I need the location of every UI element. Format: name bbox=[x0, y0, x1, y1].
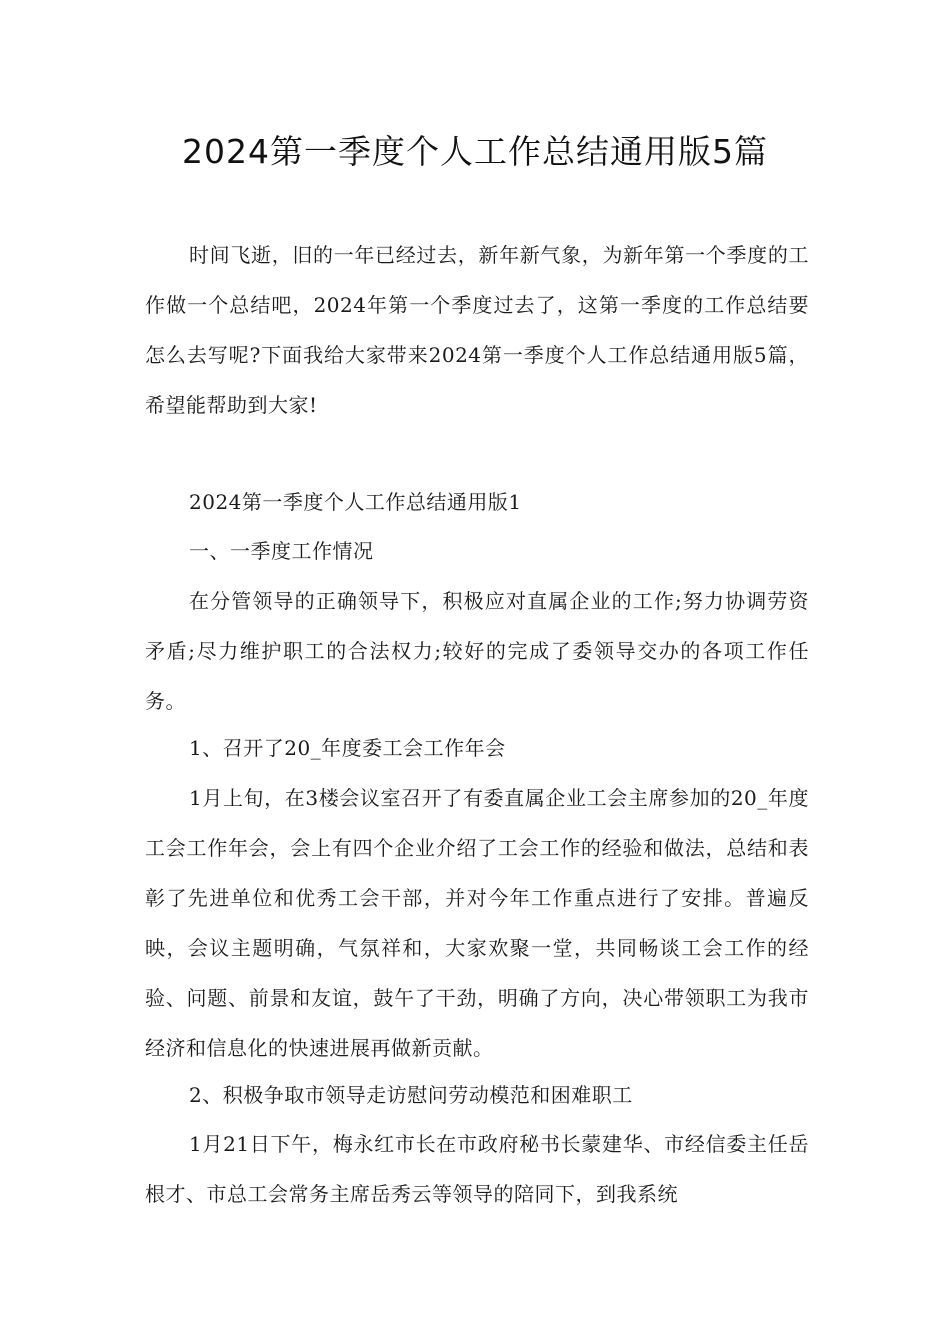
subsection-heading: 一、一季度工作情况 bbox=[189, 539, 374, 563]
body-paragraph: 在分管领导的正确领导下，积极应对直属企业的工作;努力协调劳资矛盾;尽力维护职工的合法权力;较好的完成了委领导交办的各项工作任务。 bbox=[145, 589, 809, 713]
body-paragraph: 1月21日下午，梅永红市长在市政府秘书长蒙建华、市经信委主任岳根才、市总工会常务主席岳秀云等领导的陪同下，到我系统 bbox=[145, 1132, 809, 1206]
numbered-item-heading: 1、召开了20_年度委工会工作年会 bbox=[189, 736, 506, 760]
section-heading: 2024第一季度个人工作总结通用版1 bbox=[189, 490, 522, 514]
body-paragraph: 1月上旬，在3楼会议室召开了有委直属企业工会主席参加的20_年度工会工作年会，会上有四个企业介绍了工会工作的经验和做法，总结和表彰了先进单位和优秀工会干部，并对今年工作重点进行了安排。普遍反映，会议主题明确，气氛祥和，大家欢聚一堂，共同畅谈工会工作的经验、问题、前景和友谊，鼓午了干劲，明确了方向，决心带领职工为我市经济和信息化的快速进展再做新贡献。 bbox=[145, 786, 809, 1060]
numbered-item-heading: 2、积极争取市领导走访慰问劳动模范和困难职工 bbox=[189, 1083, 633, 1107]
intro-paragraph: 时间飞逝，旧的一年已经过去，新年新气象，为新年第一个季度的工作做一个总结吧，2024年第一个季度过去了，这第一季度的工作总结要怎么去写呢?下面我给大家带来2024第一季度个人工作总结通用版5篇，希望能帮助到大家! bbox=[145, 243, 809, 417]
document-title: 2024第一季度个人工作总结通用版5篇 bbox=[182, 132, 768, 171]
